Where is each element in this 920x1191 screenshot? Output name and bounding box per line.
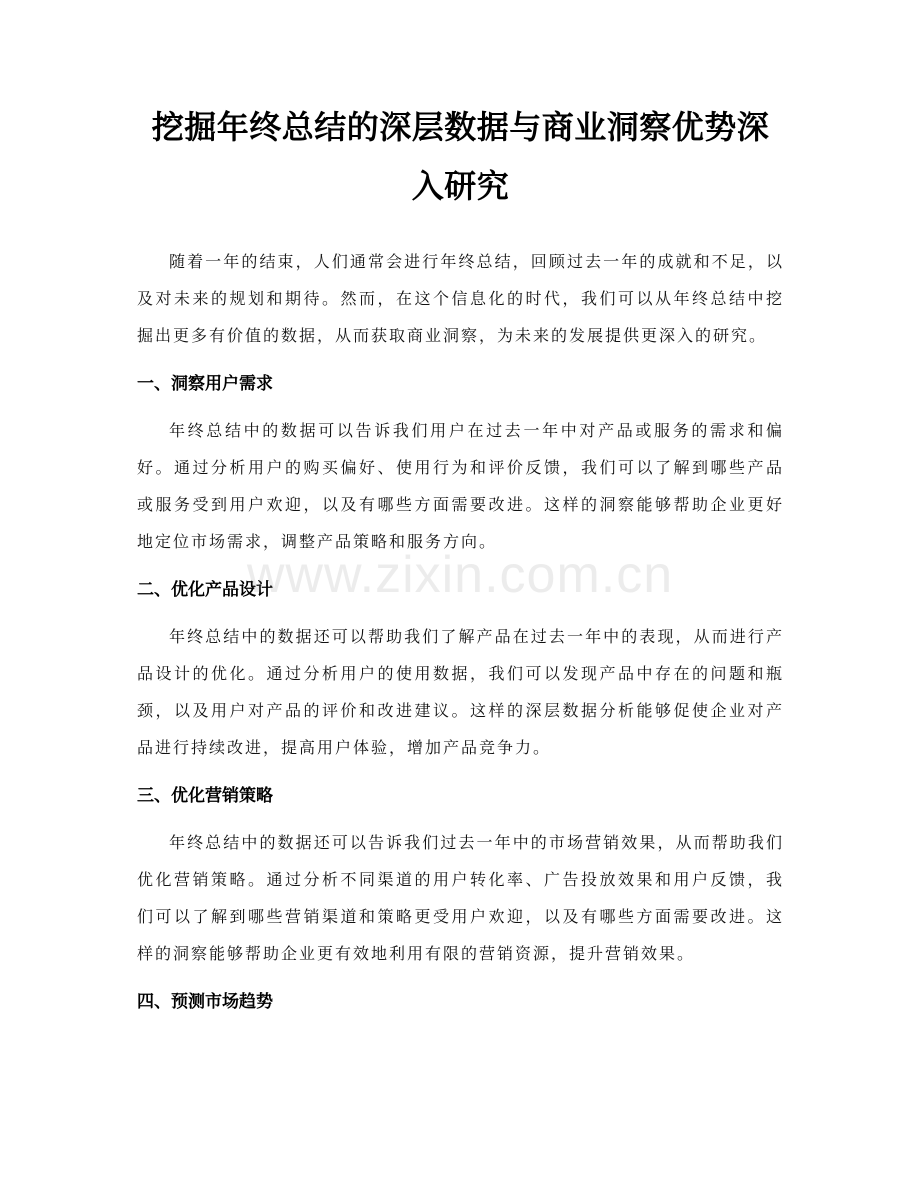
section-heading: 一、洞察用户需求 <box>137 374 273 394</box>
section-2 <box>137 574 784 766</box>
document-title: 挖掘年终总结的深层数据与商业洞察优势深入研究 <box>151 108 770 205</box>
intro-paragraph: 随着一年的结束，人们通常会进行年终总结，回顾过去一年的成就和不足，以及对未来的规划和期待。然而，在这个信息化的时代，我们可以从年终总结中挖掘出更多有价值的数据，从而获取商业洞察，为未来的发展提供更深入的研究。 <box>137 252 784 345</box>
section-paragraph: 年终总结中的数据可以告诉我们用户在过去一年中对产品或服务的需求和偏好。通过分析用户的购买偏好、使用行为和评价反馈，我们可以了解到哪些产品或服务受到用户欢迎，以及有哪些方面需要改进。这样的洞察能够帮助企业更好地定位市场需求，调整产品策略和服务方向。 <box>137 421 784 551</box>
section-paragraph: 年终总结中的数据还可以告诉我们过去一年中的市场营销效果，从而帮助我们优化营销策略。通过分析不同渠道的用户转化率、广告投放效果和用户反馈，我们可以了解到哪些营销渠道和策略更受用户欢迎，以及有哪些方面需要改进。这样的洞察能够帮助企业更有效地利用有限的营销资源，提升营销效果。 <box>137 833 784 963</box>
section-heading: 四、预测市场趋势 <box>137 992 273 1012</box>
section-paragraph: 年终总结中的数据还可以帮助我们了解产品在过去一年中的表现，从而进行产品设计的优化。通过分析用户的使用数据，我们可以发现产品中存在的问题和瓶颈，以及用户对产品的评价和改进建议。这样的深层数据分析能够促使企业对产品进行持续改进，提高用户体验，增加产品竞争力。 <box>137 627 784 757</box>
section-heading: 三、优化营销策略 <box>137 786 273 806</box>
section-3 <box>137 780 784 972</box>
watermark-text: www.zixin.com.cn <box>246 546 674 604</box>
section-1 <box>137 368 784 560</box>
section-heading: 二、优化产品设计 <box>137 580 273 600</box>
section-4 <box>137 986 784 1018</box>
